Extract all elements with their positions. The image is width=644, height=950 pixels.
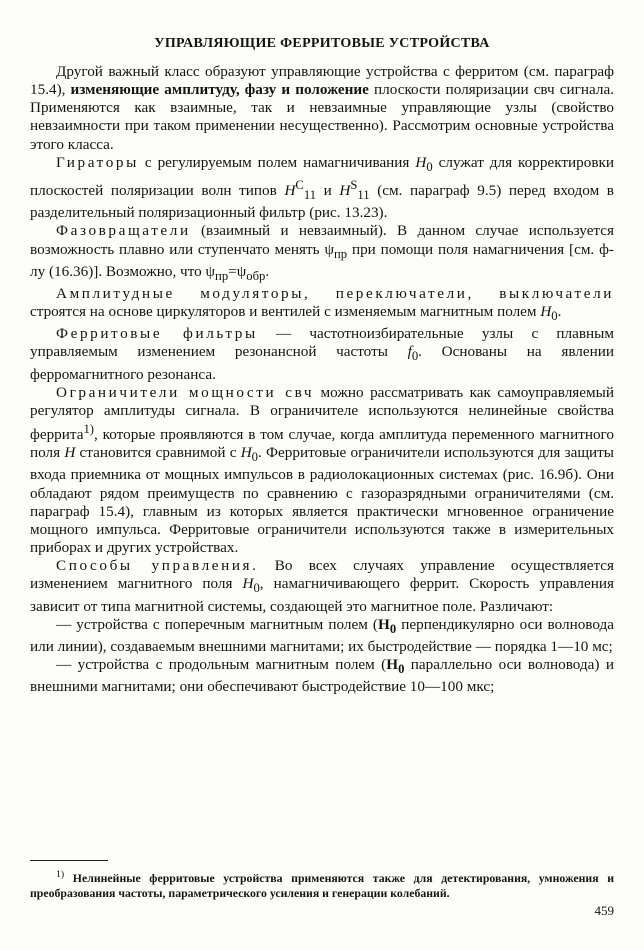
paragraph-limiters: Ограничители мощности свч можно рассматривать как самоуправляемый регулятор амплитуды сигнала. В ограничителе используются нелинейные свойства феррита$^{1)}$, которые проявляются в том случае, когда амплитуда переменного магнитного поля H становится сравнимой с $H_0$. Ферритовые ограничители используются для защиты входа приемника от мощных импульсов в радиолокационных системах (рис. 16.9б). Они обладают рядом преимуществ по сравнению с газоразрядными ограничителями (см. параграф 15.4), главным из которых является практически мгновенное ограничение мощного импульса. Ферритовые ограничители используются также в измерительных приборах и других устройствах. [30, 383, 615, 557]
term-limiters: Ограничители мощности свч [56, 383, 315, 401]
list-item-transverse: — устройства с поперечным магнитным полем ($H_0$ перпендикулярно оси волновода или линии), создаваемым внешними магнитами; их быстродействие — порядка 1—10 мс; [30, 615, 614, 655]
paragraph-gyrators: Гираторы с регулируемым полем намагничивания $H_0$ служат для корректировки плоскостей поляризации волн типов $H^C_{11}$ и $H^S_{11}$ (см. параграф 9.5) перед входом в разделительный поляризационный фильтр (рис. 13.23). [30, 153, 614, 222]
body-text [30, 63, 614, 696]
section-heading: УПРАВЛЯЮЩИЕ ФЕРРИТОВЫЕ УСТРОЙСТВА [154, 36, 490, 51]
page-number: 459 [594, 903, 614, 918]
term-phase-shifters: Фазовращатели [56, 222, 191, 240]
term-filters: Ферритовые фильтры [56, 325, 258, 343]
footnote-ref: 1) [83, 422, 95, 437]
footnote: $^{1)}$ Нелинейные ферритовые устройства применяются также для детектирования, умножения и преобразования частоты, параметрического усиления и генерации колебаний. [30, 869, 614, 900]
list-item-longitudinal: — устройства с продольным магнитным полем ($H_0$ параллельно оси волновода) и внешними магнитами; они обеспечивают быстродействие 10—100 мкс; [30, 656, 614, 696]
term-control-methods: Способы управления. [56, 557, 259, 575]
footnote-divider [30, 860, 108, 861]
paragraph-filters: Ферритовые фильтры — частотноизбирательные узлы с плавным управляемым изменением резонансной частоты $f_0$. Основаны на явлении ферромагнитного резонанса. [30, 325, 614, 383]
paragraph-intro: Другой важный класс образуют управляющие устройства с ферритом (см. параграф 15.4), изменяющие амплитуду, фазу и положение плоскости поляризации свч сигнала. Применяются как взаимные, так и невзаимные управляющие узлы (свойство невзаимности при таком применении несущественно). Рассмотрим основные устройства этого класса. [30, 63, 614, 153]
paragraph-phase-shifters: Фазовращатели (взаимный и невзаимный). В данном случае используется возможность плавно или ступенчато менять $\psi_{пр}$ при помощи поля намагничения [см. ф-лу (16.36)]. Возможно, что $\psi_{пр}=\psi_{обр}$. [30, 222, 614, 283]
paragraph-control-methods: Способы управления. Во всех случаях управление осуществляется изменением магнитного поля $H_0$, намагничивающего феррит. Скорость управления зависит от типа магнитной системы, создающей это магнитное поле. Различают: [30, 557, 614, 615]
paragraph-modulators: Амплитудные модуляторы, переключатели, выключатели строятся на основе циркуляторов и вентилей с изменяемым магнитным полем $H_0$. [30, 284, 614, 324]
term-gyrators: Гираторы [56, 153, 139, 171]
term-modulators: Амплитудные модуляторы, переключатели, выключатели [56, 284, 614, 302]
